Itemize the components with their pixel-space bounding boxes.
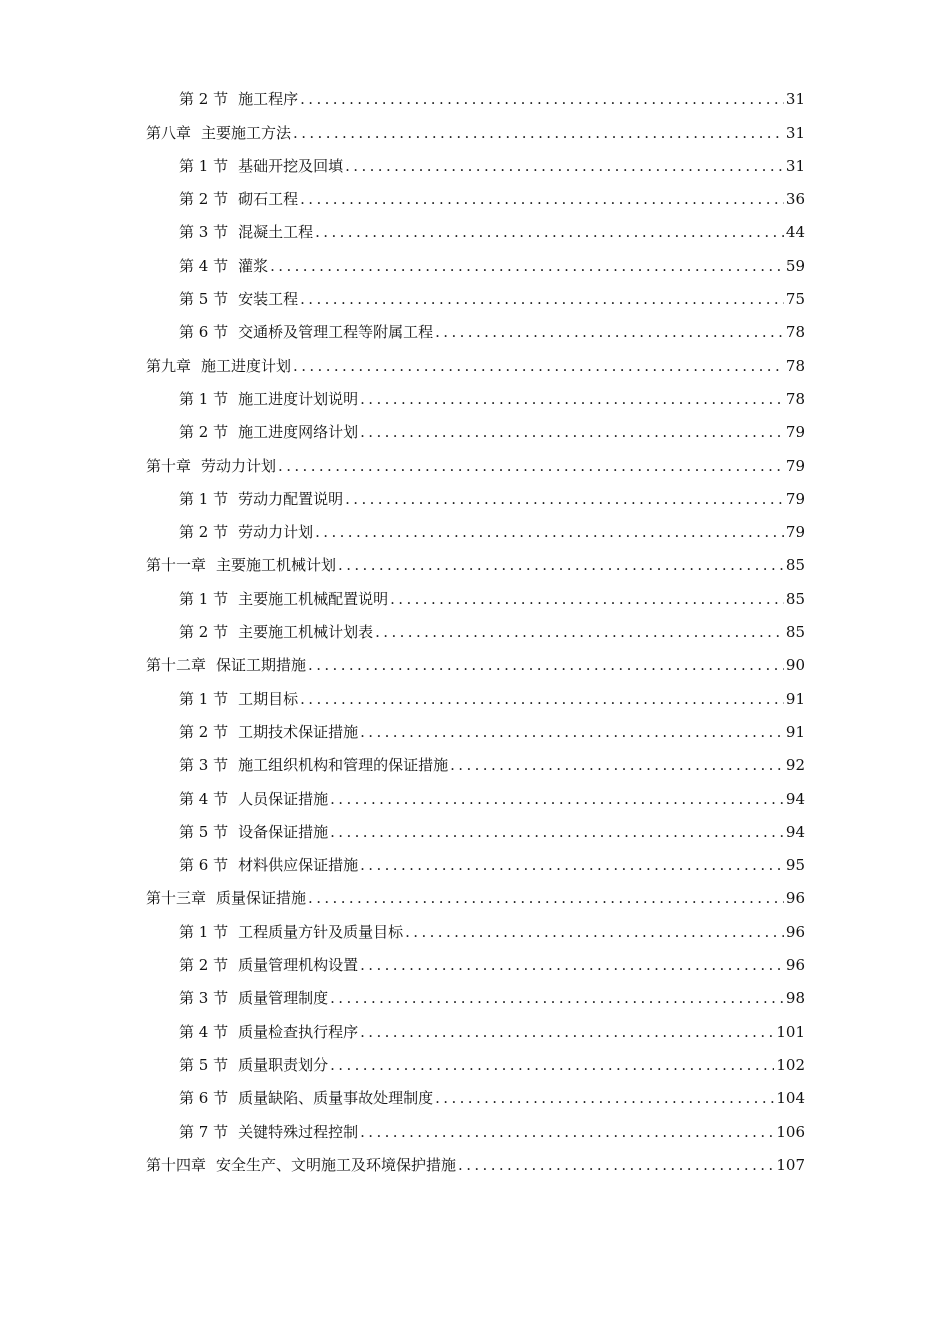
toc-entry-number: 第九章 <box>146 356 192 375</box>
toc-entry-title: 交通桥及管理工程等附属工程 <box>238 323 434 342</box>
toc-page-number: 85 <box>785 556 805 575</box>
table-of-contents <box>0 76 950 1175</box>
toc-entry-title: 灌浆 <box>238 256 269 275</box>
dot-leader <box>308 655 784 675</box>
dot-leader <box>330 1055 774 1075</box>
dot-leader <box>360 389 784 409</box>
dot-leader <box>360 422 784 442</box>
toc-entry-title: 质量缺陷、质量事故处理制度 <box>238 1089 434 1108</box>
toc-entry-number: 第 4 节 <box>179 1022 229 1041</box>
toc-section-entry[interactable] <box>0 76 950 109</box>
toc-page-number: 31 <box>785 123 805 142</box>
toc-entry-title: 施工进度网络计划 <box>238 423 359 442</box>
toc-entry-number: 第 7 节 <box>179 1122 229 1141</box>
toc-entry-number: 第 1 节 <box>179 389 229 408</box>
toc-entry-title: 主要施工机械计划表 <box>238 623 374 642</box>
dot-leader <box>435 322 784 342</box>
toc-page-number: 96 <box>785 889 805 908</box>
toc-entry-number: 第 4 节 <box>179 789 229 808</box>
dot-leader <box>330 822 784 842</box>
toc-section-entry[interactable] <box>0 309 950 342</box>
toc-entry-number: 第十一章 <box>146 556 207 575</box>
toc-section-entry[interactable] <box>0 975 950 1008</box>
toc-entry-title: 质量保证措施 <box>216 889 307 908</box>
dot-leader <box>293 356 784 376</box>
toc-entry-title: 安装工程 <box>238 290 299 309</box>
toc-entry-title: 施工组织机构和管理的保证措施 <box>238 756 449 775</box>
toc-entry-title: 主要施工机械计划 <box>216 556 337 575</box>
toc-entry-number: 第十三章 <box>146 889 207 908</box>
toc-section-entry[interactable] <box>0 842 950 875</box>
toc-chapter-entry[interactable] <box>0 1142 950 1175</box>
toc-page-number: 85 <box>785 589 805 608</box>
toc-section-entry[interactable] <box>0 1042 950 1075</box>
toc-chapter-entry[interactable] <box>0 542 950 575</box>
dot-leader <box>315 222 784 242</box>
toc-entry-title: 工程质量方针及质量目标 <box>238 922 404 941</box>
toc-page-number: 94 <box>785 822 805 841</box>
toc-entry-number: 第 2 节 <box>179 523 229 542</box>
dot-leader <box>360 722 784 742</box>
toc-entry-number: 第 1 节 <box>179 489 229 508</box>
toc-entry-title: 施工进度计划 <box>201 356 292 375</box>
toc-page-number: 94 <box>785 789 805 808</box>
toc-page-number: 75 <box>785 290 805 309</box>
toc-entry-number: 第 5 节 <box>179 1055 229 1074</box>
toc-entry-number: 第 5 节 <box>179 290 229 309</box>
toc-chapter-entry[interactable] <box>0 875 950 908</box>
toc-chapter-entry[interactable] <box>0 109 950 142</box>
toc-entry-number: 第十章 <box>146 456 192 475</box>
toc-entry-title: 关键特殊过程控制 <box>238 1122 359 1141</box>
toc-page-number: 90 <box>785 656 805 675</box>
toc-entry-number: 第 6 节 <box>179 856 229 875</box>
toc-chapter-entry[interactable] <box>0 442 950 475</box>
toc-entry-title: 安全生产、文明施工及环境保护措施 <box>216 1155 457 1174</box>
toc-entry-title: 工期目标 <box>238 689 299 708</box>
dot-leader <box>390 589 784 609</box>
toc-section-entry[interactable] <box>0 709 950 742</box>
toc-entry-title: 劳动力计划 <box>238 523 314 542</box>
toc-entry-number: 第 2 节 <box>179 190 229 209</box>
toc-entry-number: 第 2 节 <box>179 90 229 109</box>
toc-section-entry[interactable] <box>0 942 950 975</box>
dot-leader <box>338 555 784 575</box>
toc-entry-title: 工期技术保证措施 <box>238 722 359 741</box>
toc-page-number: 85 <box>785 623 805 642</box>
toc-entry-title: 劳动力计划 <box>201 456 277 475</box>
toc-page-number: 104 <box>776 1089 805 1108</box>
toc-page-number: 96 <box>785 956 805 975</box>
toc-entry-title: 施工程序 <box>238 90 299 109</box>
toc-page-number: 92 <box>785 756 805 775</box>
dot-leader <box>300 89 784 109</box>
toc-page-number: 102 <box>776 1055 805 1074</box>
dot-leader <box>300 189 784 209</box>
toc-section-entry[interactable] <box>0 775 950 808</box>
dot-leader <box>308 888 784 908</box>
toc-section-entry[interactable] <box>0 476 950 509</box>
toc-entry-title: 设备保证措施 <box>238 822 329 841</box>
toc-entry-title: 人员保证措施 <box>238 789 329 808</box>
toc-page-number: 78 <box>785 389 805 408</box>
toc-page-number: 31 <box>785 90 805 109</box>
toc-page-number: 79 <box>785 456 805 475</box>
dot-leader <box>293 123 784 143</box>
toc-section-entry[interactable] <box>0 409 950 442</box>
toc-entry-number: 第 2 节 <box>179 722 229 741</box>
dot-leader <box>345 489 784 509</box>
toc-page-number: 36 <box>785 190 805 209</box>
toc-entry-title: 质量职责划分 <box>238 1055 329 1074</box>
toc-entry-number: 第 2 节 <box>179 623 229 642</box>
toc-page-number: 78 <box>785 323 805 342</box>
toc-page-number: 91 <box>785 689 805 708</box>
toc-section-entry[interactable] <box>0 1108 950 1141</box>
toc-page-number: 96 <box>785 922 805 941</box>
dot-leader <box>360 855 784 875</box>
dot-leader <box>450 755 784 775</box>
toc-section-entry[interactable] <box>0 143 950 176</box>
toc-section-entry[interactable] <box>0 742 950 775</box>
toc-page-number: 98 <box>785 989 805 1008</box>
toc-section-entry[interactable] <box>0 209 950 242</box>
toc-section-entry[interactable] <box>0 242 950 275</box>
toc-page-number: 106 <box>776 1122 805 1141</box>
toc-page-number: 79 <box>785 523 805 542</box>
toc-entry-number: 第 1 节 <box>179 589 229 608</box>
dot-leader <box>300 289 784 309</box>
toc-entry-number: 第 4 节 <box>179 256 229 275</box>
toc-page-number: 79 <box>785 423 805 442</box>
toc-entry-title: 材料供应保证措施 <box>238 856 359 875</box>
toc-section-entry[interactable] <box>0 376 950 409</box>
toc-page-number: 44 <box>785 223 805 242</box>
toc-chapter-entry[interactable] <box>0 342 950 375</box>
toc-entry-title: 质量管理机构设置 <box>238 956 359 975</box>
toc-entry-title: 主要施工方法 <box>201 123 292 142</box>
dot-leader <box>300 689 784 709</box>
toc-section-entry[interactable] <box>0 609 950 642</box>
toc-page-number: 101 <box>776 1022 805 1041</box>
toc-page-number: 91 <box>785 722 805 741</box>
dot-leader <box>330 789 784 809</box>
dot-leader <box>345 156 784 176</box>
toc-entry-number: 第 3 节 <box>179 756 229 775</box>
toc-page-number: 79 <box>785 489 805 508</box>
dot-leader <box>270 256 784 276</box>
toc-entry-title: 基础开挖及回填 <box>238 156 344 175</box>
toc-section-entry[interactable] <box>0 1008 950 1041</box>
toc-page-number: 107 <box>776 1155 805 1174</box>
toc-entry-title: 砌石工程 <box>238 190 299 209</box>
toc-entry-number: 第八章 <box>146 123 192 142</box>
toc-page-number: 31 <box>785 156 805 175</box>
dot-leader <box>375 622 784 642</box>
toc-chapter-entry[interactable] <box>0 642 950 675</box>
toc-entry-number: 第 6 节 <box>179 1089 229 1108</box>
toc-entry-number: 第 1 节 <box>179 689 229 708</box>
dot-leader <box>458 1155 774 1175</box>
toc-section-entry[interactable] <box>0 675 950 708</box>
toc-entry-number: 第 3 节 <box>179 989 229 1008</box>
dot-leader <box>360 1022 774 1042</box>
toc-entry-number: 第 1 节 <box>179 922 229 941</box>
toc-section-entry[interactable] <box>0 276 950 309</box>
toc-section-entry[interactable] <box>0 809 950 842</box>
dot-leader <box>360 1122 774 1142</box>
toc-entry-title: 主要施工机械配置说明 <box>238 589 389 608</box>
toc-section-entry[interactable] <box>0 1075 950 1108</box>
toc-page-number: 78 <box>785 356 805 375</box>
toc-entry-number: 第 5 节 <box>179 822 229 841</box>
toc-section-entry[interactable] <box>0 176 950 209</box>
dot-leader <box>360 955 784 975</box>
toc-entry-title: 劳动力配置说明 <box>238 489 344 508</box>
toc-entry-number: 第 1 节 <box>179 156 229 175</box>
toc-section-entry[interactable] <box>0 509 950 542</box>
dot-leader <box>435 1088 774 1108</box>
dot-leader <box>330 988 784 1008</box>
toc-entry-title: 混凝土工程 <box>238 223 314 242</box>
toc-entry-title: 保证工期措施 <box>216 656 307 675</box>
toc-page-number: 59 <box>785 256 805 275</box>
toc-entry-number: 第 2 节 <box>179 956 229 975</box>
toc-entry-number: 第十二章 <box>146 656 207 675</box>
toc-entry-number: 第 3 节 <box>179 223 229 242</box>
toc-entry-number: 第 6 节 <box>179 323 229 342</box>
dot-leader <box>278 456 784 476</box>
toc-entry-title: 质量管理制度 <box>238 989 329 1008</box>
toc-entry-number: 第 2 节 <box>179 423 229 442</box>
toc-entry-title: 质量检查执行程序 <box>238 1022 359 1041</box>
toc-page-number: 95 <box>785 856 805 875</box>
toc-entry-number: 第十四章 <box>146 1155 207 1174</box>
dot-leader <box>405 922 784 942</box>
toc-entry-title: 施工进度计划说明 <box>238 389 359 408</box>
dot-leader <box>315 522 784 542</box>
toc-section-entry[interactable] <box>0 575 950 608</box>
toc-section-entry[interactable] <box>0 908 950 941</box>
